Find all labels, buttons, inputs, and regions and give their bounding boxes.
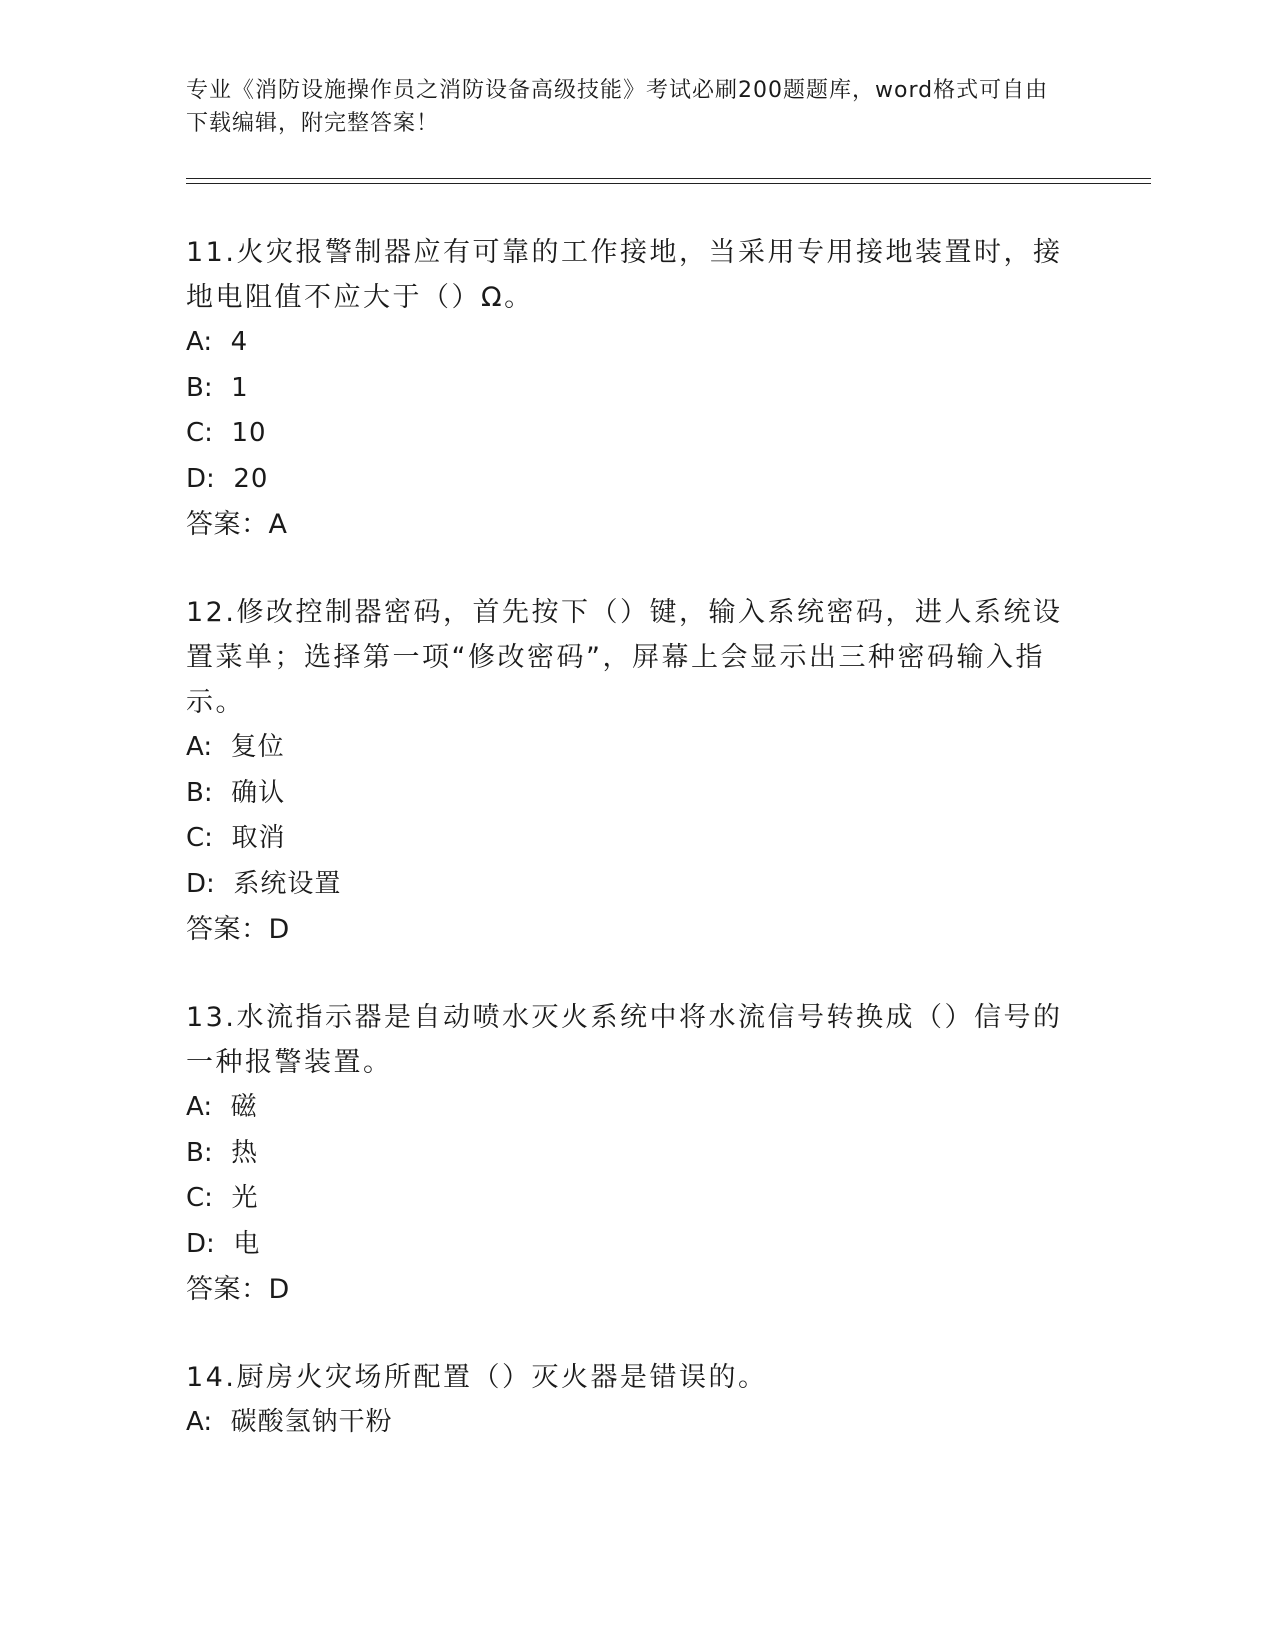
question-14 (186, 1355, 1066, 1446)
option-b: B: 热 (186, 1137, 259, 1168)
answer: 答案：A (186, 509, 288, 540)
option-d: D: 电 (186, 1228, 261, 1259)
question-text: 14.厨房火灾场所配置（）灭火器是错误的。 (186, 1362, 768, 1393)
question-text: 11.火灾报警制器应有可靠的工作接地，当采用专用接地装置时，接地电阻值不应大于（）Ω。 (186, 237, 1063, 313)
question-11 (186, 230, 1066, 548)
answer: 答案：D (186, 1274, 290, 1305)
option-c: C: 取消 (186, 823, 286, 853)
question-12 (186, 590, 1066, 953)
option-a: A: 复位 (186, 732, 285, 762)
answer: 答案：D (186, 914, 290, 945)
question-text: 12.修改控制器密码，首先按下（）键，输入系统密码，进人系统设置菜单；选择第一项“修改密码”，屏幕上会显示出三种密码输入指示。 (186, 597, 1063, 718)
option-a: A: 碳酸氢钠干粉 (186, 1407, 393, 1437)
document-header: 专业《消防设施操作员之消防设备高级技能》考试必刷200题题库，word格式可自由下载编辑，附完整答案！ (186, 78, 1049, 136)
option-c: C: 10 (186, 418, 267, 448)
option-d: D: 20 (186, 463, 269, 494)
option-b: B: 1 (186, 372, 249, 403)
question-list (186, 230, 1066, 1488)
header-divider-bottom (186, 183, 1151, 184)
header-divider-top (186, 178, 1151, 179)
option-a: A: 4 (186, 327, 249, 357)
option-c: C: 光 (186, 1183, 259, 1213)
option-a: A: 磁 (186, 1092, 258, 1122)
option-b: B: 确认 (186, 777, 286, 808)
question-13 (186, 995, 1066, 1313)
option-d: D: 系统设置 (186, 868, 342, 899)
question-text: 13.水流指示器是自动喷水灭火系统中将水流信号转换成（）信号的一种报警装置。 (186, 1002, 1063, 1078)
